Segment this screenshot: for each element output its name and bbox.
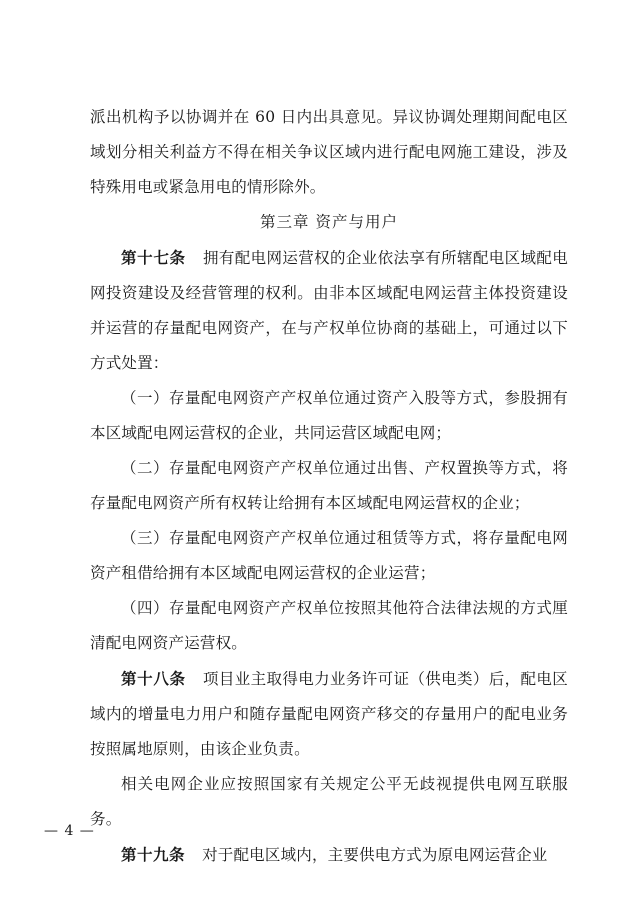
- article-label-19: 第十九条: [121, 845, 186, 864]
- paragraph-7-text: 项目业主取得电力业务许可证（供电类）后，配电区域内的增量电力用户和随存量配电网资产移交的存量用户的配电业务按照属地原则，由该企业负责。: [90, 670, 568, 758]
- paragraph-2-text: 拥有配电网运营权的企业依法享有所辖配电区域配电网投资建设及经营管理的权利。由非本区域配电网运营主体投资建设并运营的存量配电网资产，在与产权单位协商的基础上，可通过以下方式处置：: [90, 249, 568, 372]
- paragraph-3: （一）存量配电网资产产权单位通过资产入股等方式，参股拥有本区域配电网运营权的企业，共同运营区域配电网；: [90, 389, 568, 442]
- page-number: — 4 —: [44, 823, 95, 839]
- paragraph-8: 相关电网企业应按照国家有关规定公平无歧视提供电网互联服务。: [90, 775, 568, 828]
- paragraph-2: [90, 240, 568, 381]
- document-body: [90, 100, 568, 873]
- paragraph-6: （四）存量配电网资产产权单位按照其他符合法律法规的方式厘清配电网资产运营权。: [90, 599, 568, 652]
- chapter-heading: [90, 205, 568, 240]
- paragraph-7: [90, 661, 568, 767]
- chapter-heading-text: 第三章 资产与用户: [260, 213, 398, 231]
- article-label-17: 第十七条: [121, 248, 186, 267]
- paragraph-9-text: 对于配电区域内，主要供电方式为原电网运营企业: [202, 846, 548, 864]
- paragraph-4: （二）存量配电网资产产权单位通过出售、产权置换等方式，将存量配电网资产所有权转让给拥有本区域配电网运营权的企业；: [90, 459, 568, 512]
- paragraph-9: [90, 837, 568, 873]
- paragraph-5: （三）存量配电网资产产权单位通过租赁等方式，将存量配电网资产租借给拥有本区域配电网运营权的企业运营；: [90, 529, 568, 582]
- paragraph-1: 派出机构予以协调并在 60 日内出具意见。异议协调处理期间配电区域划分相关利益方不得在相关争议区域内进行配电网施工建设，涉及特殊用电或紧急用电的情形除外。: [90, 108, 568, 196]
- article-label-18: 第十八条: [121, 669, 186, 688]
